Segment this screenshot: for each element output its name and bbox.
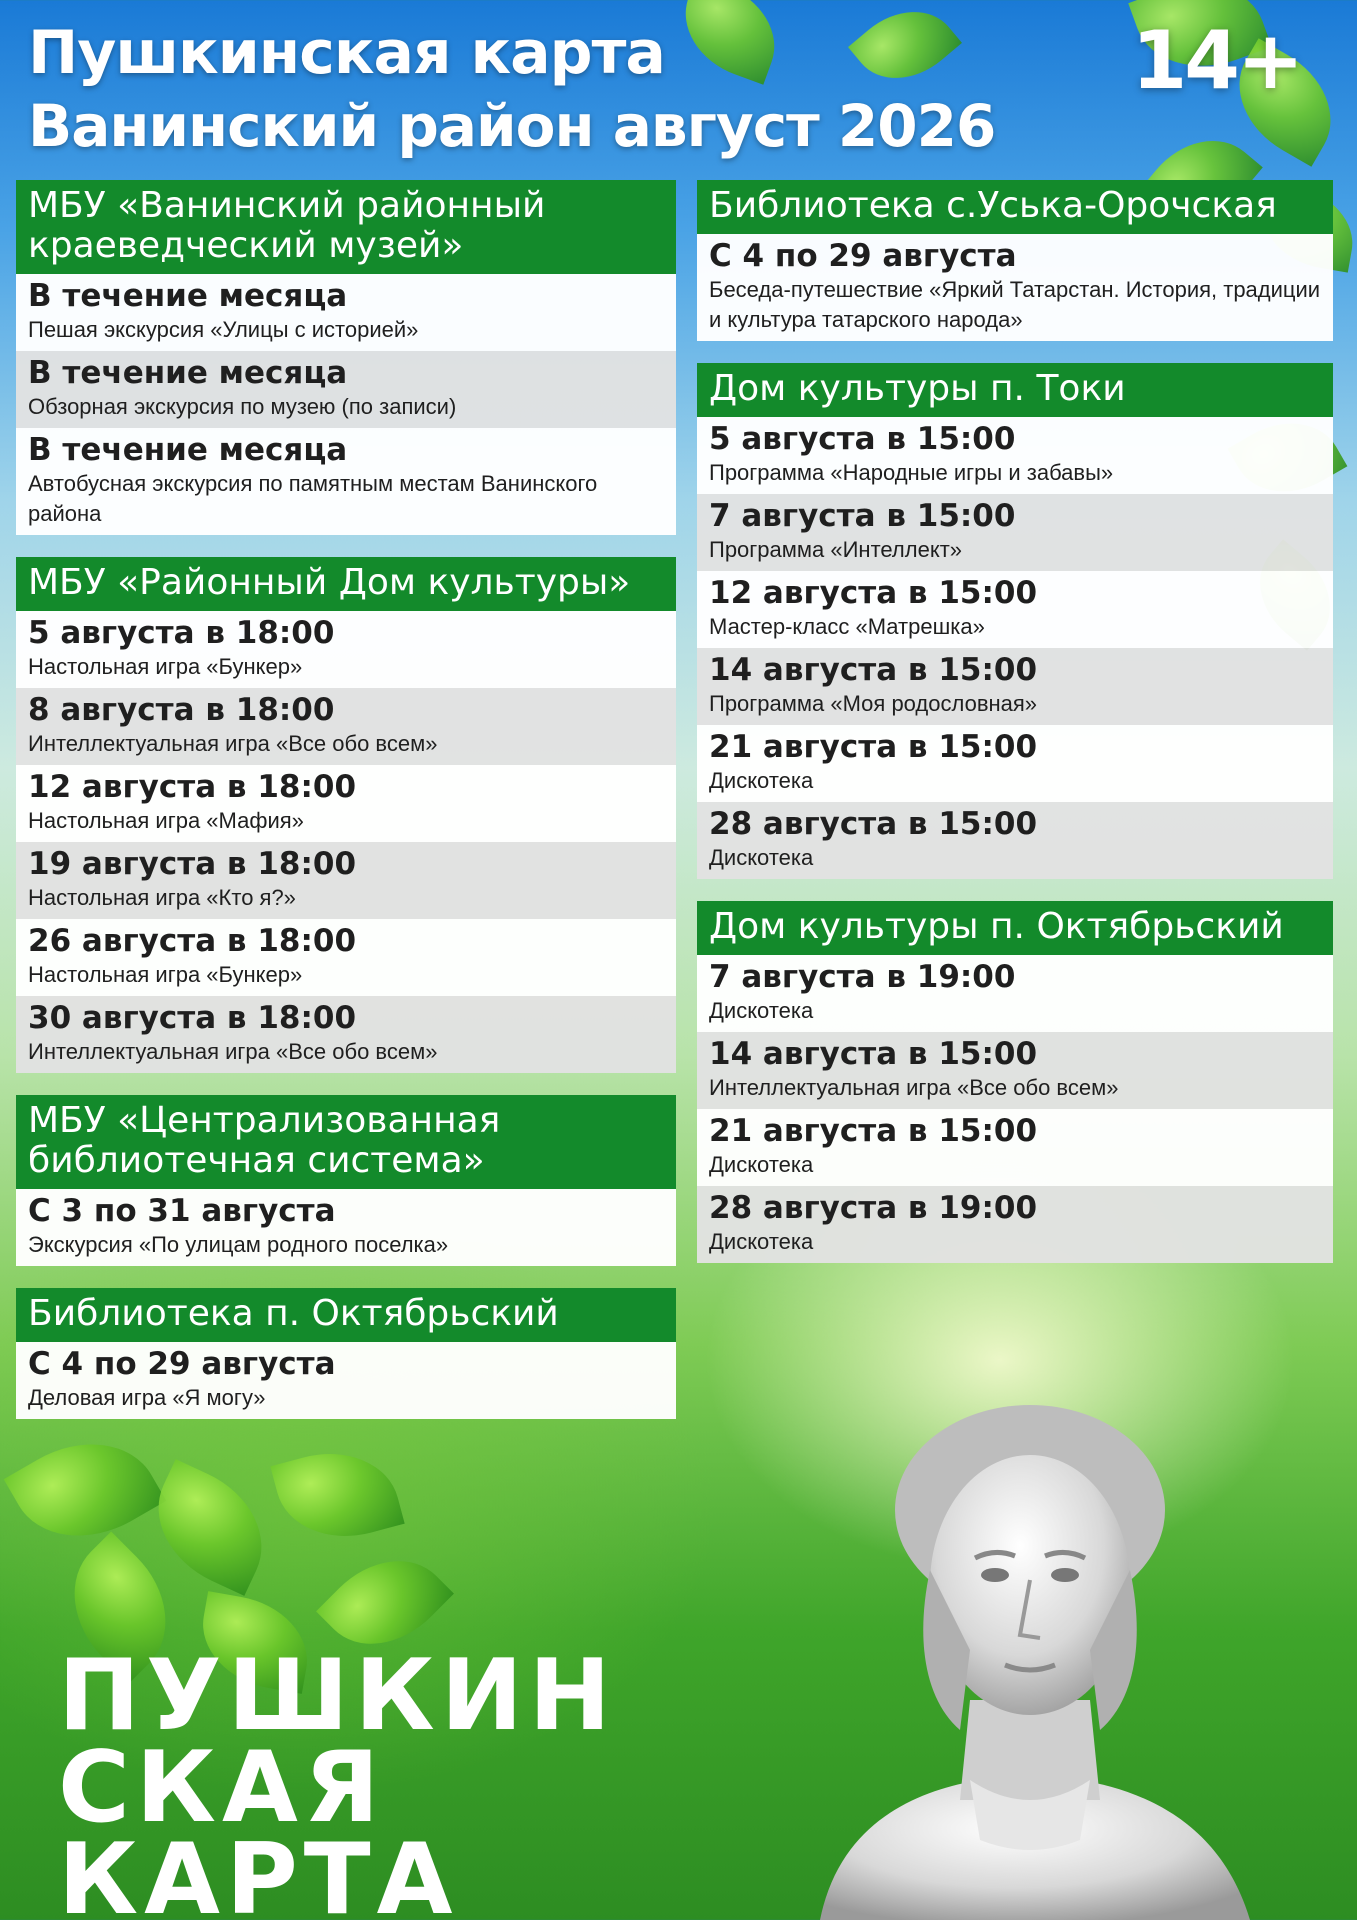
page-title: Пушкинская карта bbox=[28, 18, 665, 88]
event-item bbox=[697, 494, 1333, 571]
event-date: 21 августа в 15:00 bbox=[709, 729, 1038, 765]
event-description: Беседа-путешествие «Яркий Татарстан. История, традиции и культура татарского народа» bbox=[709, 277, 1321, 332]
event-item bbox=[16, 996, 676, 1073]
event-description: Интеллектуальная игра «Все обо всем» bbox=[709, 1075, 1119, 1100]
section-culture-toki bbox=[697, 363, 1333, 879]
section-culture-oktyabrsky bbox=[697, 901, 1333, 1263]
event-list bbox=[697, 955, 1333, 1263]
event-description: Мастер-класс «Матрешка» bbox=[709, 614, 985, 639]
event-description: Автобусная экскурсия по памятным местам Ванинского района bbox=[28, 471, 598, 526]
event-item bbox=[16, 351, 676, 428]
event-date: С 4 по 29 августа bbox=[28, 1346, 336, 1382]
event-date: В течение месяца bbox=[28, 432, 348, 468]
section-title: Дом культуры п. Токи bbox=[697, 363, 1333, 417]
event-date: 5 августа в 15:00 bbox=[709, 421, 1016, 457]
event-description: Настольная игра «Бункер» bbox=[28, 654, 303, 679]
event-item bbox=[16, 274, 676, 351]
event-date: 8 августа в 18:00 bbox=[28, 692, 335, 728]
logo-line: СКАЯ bbox=[58, 1731, 386, 1845]
event-item bbox=[697, 955, 1333, 1032]
event-date: 7 августа в 19:00 bbox=[709, 959, 1016, 995]
event-date: 19 августа в 18:00 bbox=[28, 846, 357, 882]
event-description: Дискотека bbox=[709, 1229, 814, 1254]
event-description: Пешая экскурсия «Улицы с историей» bbox=[28, 317, 419, 342]
section-title: Библиотека п. Октябрьский bbox=[16, 1288, 676, 1342]
event-date: 12 августа в 18:00 bbox=[28, 769, 357, 805]
event-item bbox=[16, 765, 676, 842]
event-date: 12 августа в 15:00 bbox=[709, 575, 1038, 611]
event-item bbox=[697, 648, 1333, 725]
event-item bbox=[697, 1032, 1333, 1109]
section-title: МБУ «Ванинский районный краеведческий музей» bbox=[16, 180, 676, 274]
logo-line: ПУШКИН bbox=[58, 1639, 617, 1753]
event-description: Деловая игра «Я могу» bbox=[28, 1385, 266, 1410]
event-date: 7 августа в 15:00 bbox=[709, 498, 1016, 534]
event-item bbox=[16, 611, 676, 688]
event-item bbox=[697, 802, 1333, 879]
event-description: Дискотека bbox=[709, 768, 814, 793]
event-date: С 3 по 31 августа bbox=[28, 1193, 336, 1229]
event-item bbox=[697, 725, 1333, 802]
event-description: Настольная игра «Мафия» bbox=[28, 808, 304, 833]
event-item bbox=[16, 688, 676, 765]
event-date: 21 августа в 15:00 bbox=[709, 1113, 1038, 1149]
event-date: В течение месяца bbox=[28, 355, 348, 391]
age-rating-badge: 14+ bbox=[1131, 14, 1301, 107]
event-description: Интеллектуальная игра «Все обо всем» bbox=[28, 731, 438, 756]
section-title: Библиотека с.Уська-Орочская bbox=[697, 180, 1333, 234]
section-culture-house bbox=[16, 557, 676, 1073]
event-list bbox=[16, 274, 676, 535]
event-item bbox=[697, 1186, 1333, 1263]
event-item bbox=[16, 1342, 676, 1419]
event-list bbox=[16, 1342, 676, 1419]
event-description: Интеллектуальная игра «Все обо всем» bbox=[28, 1039, 438, 1064]
event-item bbox=[16, 428, 676, 535]
event-item bbox=[16, 842, 676, 919]
left-column bbox=[16, 180, 676, 1441]
event-description: Дискотека bbox=[709, 845, 814, 870]
event-item bbox=[697, 1109, 1333, 1186]
section-library-system bbox=[16, 1095, 676, 1266]
event-item bbox=[16, 1189, 676, 1266]
event-date: С 4 по 29 августа bbox=[709, 238, 1017, 274]
event-date: 5 августа в 18:00 bbox=[28, 615, 335, 651]
event-item bbox=[697, 234, 1333, 341]
event-item bbox=[16, 919, 676, 996]
event-description: Экскурсия «По улицам родного поселка» bbox=[28, 1232, 449, 1257]
event-list bbox=[697, 234, 1333, 341]
pushkin-bust-image bbox=[800, 1400, 1260, 1920]
section-title: Дом культуры п. Октябрьский bbox=[697, 901, 1333, 955]
event-date: 28 августа в 19:00 bbox=[709, 1190, 1038, 1226]
event-date: В течение месяца bbox=[28, 278, 348, 314]
event-description: Дискотека bbox=[709, 1152, 814, 1177]
event-list bbox=[16, 611, 676, 1073]
section-title: МБУ «Централизованная библиотечная система» bbox=[16, 1095, 676, 1189]
event-date: 28 августа в 15:00 bbox=[709, 806, 1038, 842]
event-date: 26 августа в 18:00 bbox=[28, 923, 357, 959]
event-description: Дискотека bbox=[709, 998, 814, 1023]
event-date: 14 августа в 15:00 bbox=[709, 1036, 1038, 1072]
event-date: 30 августа в 18:00 bbox=[28, 1000, 357, 1036]
event-list bbox=[697, 417, 1333, 879]
event-description: Настольная игра «Кто я?» bbox=[28, 885, 296, 910]
event-description: Обзорная экскурсия по музею (по записи) bbox=[28, 394, 457, 419]
event-description: Настольная игра «Бункер» bbox=[28, 962, 303, 987]
event-item bbox=[697, 417, 1333, 494]
section-museum bbox=[16, 180, 676, 535]
event-description: Программа «Моя родословная» bbox=[709, 691, 1038, 716]
pushkin-card-logo bbox=[58, 1639, 617, 1920]
section-library-oktyabrsky bbox=[16, 1288, 676, 1419]
event-description: Программа «Интеллект» bbox=[709, 537, 962, 562]
event-item bbox=[697, 571, 1333, 648]
section-title: МБУ «Районный Дом культуры» bbox=[16, 557, 676, 611]
event-description: Программа «Народные игры и забавы» bbox=[709, 460, 1114, 485]
event-date: 14 августа в 15:00 bbox=[709, 652, 1038, 688]
section-library-uska bbox=[697, 180, 1333, 341]
event-list bbox=[16, 1189, 676, 1266]
page-subtitle: Ванинский район август 2026 bbox=[28, 92, 996, 160]
logo-line: КАРТА bbox=[58, 1823, 459, 1920]
right-column bbox=[697, 180, 1333, 1285]
